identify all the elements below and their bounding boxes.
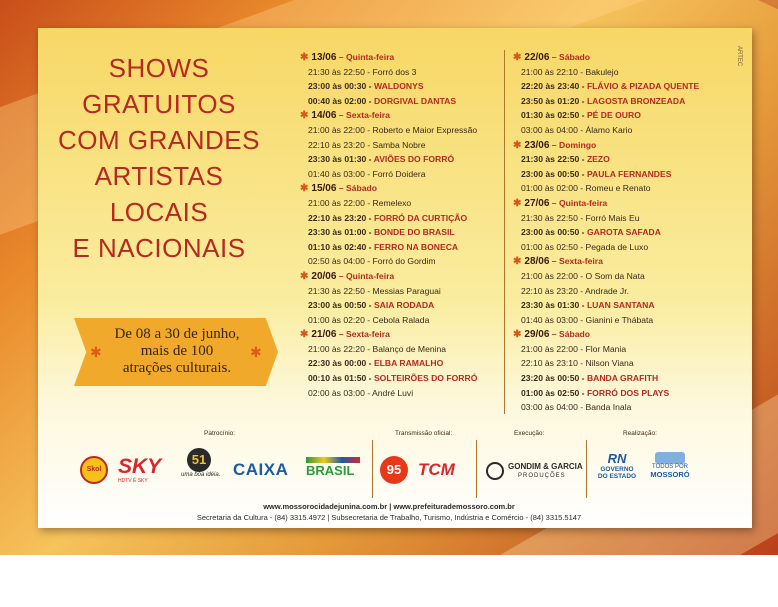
day-header — [300, 108, 500, 123]
tv95-logo — [380, 456, 408, 484]
show-row — [513, 152, 723, 167]
day-date: 20/06 — [311, 270, 337, 282]
day-date: 13/06 — [311, 52, 337, 63]
gondim-icon — [486, 462, 504, 480]
day-weekday: Domingo — [558, 139, 597, 150]
show-time: 01:10 às 02:40 — [308, 241, 367, 252]
51-logo — [181, 448, 229, 488]
show-time: 21:00 às 22:00 — [308, 197, 365, 208]
show-artist: PÉ DE OURO — [586, 110, 641, 121]
show-artist: ELBA RAMALHO — [373, 358, 444, 369]
mossoro-icon — [655, 452, 685, 464]
show-separator: - — [579, 95, 587, 106]
show-artist: BONDE DO BRASIL — [373, 227, 455, 238]
show-time: 00:40 às 02:00 — [308, 95, 367, 106]
show-time: 01:40 às 03:00 — [308, 168, 365, 179]
51-badge — [187, 448, 211, 472]
show-artist: Samba Nobre — [372, 139, 426, 150]
headline-line: ARTISTAS — [94, 161, 224, 191]
show-row — [300, 65, 500, 80]
show-row — [300, 313, 500, 328]
show-time: 01:40 às 03:00 — [521, 314, 578, 325]
show-row — [513, 342, 723, 357]
show-artist: SAIA RODADA — [373, 300, 435, 311]
day-date: 28/06 — [524, 256, 550, 268]
headline-line: GRATUITOS — [82, 89, 236, 119]
show-separator: - — [364, 387, 373, 398]
show-artist: FERRO NA BONECA — [373, 241, 459, 252]
show-separator: - — [366, 241, 374, 252]
day-header — [300, 181, 500, 196]
asterisk-icon: ✱ — [90, 344, 102, 360]
rn-text: RN — [607, 451, 627, 466]
day-header — [513, 50, 723, 65]
show-separator: - — [577, 183, 586, 194]
day-date: 22/06 — [524, 52, 550, 63]
footer-contacts: Secretaria da Cultura - (84) 3315.4972 | Subsecretaria de Trabalho, Turismo, Indústria e Comércio - (84) 3315.5147 — [196, 513, 582, 522]
label-realizacao: Realização: — [623, 430, 657, 437]
show-separator: - — [577, 285, 586, 296]
day-separator: – — [549, 329, 559, 340]
show-artist: Roberto e Maior Expressão — [372, 124, 478, 135]
show-artist: Banda Inala — [585, 402, 632, 413]
side-mark: ARTEC — [736, 46, 742, 67]
show-row — [300, 298, 500, 313]
show-artist: FLÁVIO & PIZADA QUENTE — [586, 81, 700, 92]
show-row — [513, 356, 723, 371]
show-separator: - — [577, 402, 586, 413]
show-artist: Messias Paraguai — [372, 285, 441, 296]
show-artist: Álamo Kario — [585, 124, 633, 135]
show-separator: - — [579, 387, 587, 398]
show-row — [513, 400, 723, 415]
show-row — [513, 284, 723, 299]
show-time: 03:00 às 04:00 — [521, 402, 578, 413]
day-weekday: Sexta-feira — [558, 256, 603, 267]
show-artist: Forró dos 3 — [372, 66, 417, 77]
show-time: 01:00 às 02:50 — [521, 387, 580, 398]
day-separator: – — [549, 197, 559, 208]
show-row — [300, 79, 500, 94]
show-row — [513, 313, 723, 328]
governo-rn-logo — [597, 452, 637, 490]
show-artist: DORGIVAL DANTAS — [373, 95, 457, 106]
badge-line: mais de 100 — [140, 343, 214, 359]
show-row — [300, 138, 500, 153]
badge-line: atrações culturais. — [122, 360, 232, 376]
day-separator: – — [549, 139, 559, 150]
day-weekday: Sexta-feira — [345, 329, 390, 340]
badge-text — [92, 326, 262, 377]
show-separator: - — [579, 110, 587, 121]
gondim-text: GONDIM & GARCIA — [508, 462, 583, 471]
show-artist: GAROTA SAFADA — [586, 227, 661, 238]
show-artist: PAULA FERNANDES — [586, 168, 672, 179]
sponsor-divider — [372, 440, 373, 498]
show-time: 21:00 às 22:00 — [308, 124, 365, 135]
schedule-left — [300, 50, 500, 400]
day-separator: – — [549, 256, 559, 267]
show-artist: Balanço de Menina — [372, 343, 447, 354]
gondim-subtext: PRODUÇÕES — [518, 473, 566, 479]
show-artist: ZEZO — [586, 154, 610, 165]
show-row — [300, 225, 500, 240]
day-date: 15/06 — [311, 183, 337, 195]
show-time: 23:00 às 00:30 — [308, 81, 367, 92]
show-time: 00:10 às 01:50 — [308, 373, 367, 384]
show-time: 21:00 às 22:20 — [308, 343, 365, 354]
show-artist: O Som da Nata — [585, 270, 645, 281]
day-weekday: Sexta-feira — [345, 110, 390, 121]
show-time: 23:00 às 00:50 — [521, 168, 580, 179]
show-separator: - — [366, 81, 374, 92]
day-header — [513, 196, 723, 211]
show-separator: - — [366, 373, 374, 384]
show-row — [300, 211, 500, 226]
sky-subtext: HDTV É SKY — [118, 478, 148, 484]
asterisk-icon: ✱ — [300, 183, 309, 195]
show-separator: - — [364, 124, 373, 135]
51-text: 51 — [191, 452, 207, 467]
do-estado-text: DO ESTADO — [597, 473, 637, 480]
show-time: 01:00 às 02:00 — [521, 183, 578, 194]
todos-por-text: TODOS POR — [652, 464, 688, 470]
show-row — [513, 269, 723, 284]
show-row — [513, 240, 723, 255]
show-row — [513, 225, 723, 240]
show-time: 23:00 às 00:50 — [308, 300, 367, 311]
todos-por-mossoro-logo — [648, 452, 692, 490]
day-header — [300, 269, 500, 284]
show-time: 21:00 às 22:10 — [521, 66, 578, 77]
show-time: 01:00 às 02:50 — [521, 241, 578, 252]
day-header — [513, 327, 723, 342]
show-separator: - — [577, 66, 586, 77]
show-time: 23:30 às 01:00 — [308, 227, 367, 238]
sky-logo — [118, 456, 174, 486]
show-time: 21:30 às 22:50 — [521, 154, 580, 165]
sponsor-divider — [586, 440, 587, 498]
day-header — [300, 327, 500, 342]
show-separator: - — [579, 168, 587, 179]
show-row — [513, 94, 723, 109]
show-separator: - — [364, 197, 373, 208]
show-time: 22:10 às 23:20 — [308, 212, 367, 223]
asterisk-icon: ✱ — [513, 329, 522, 341]
show-row — [300, 356, 500, 371]
day-separator: – — [336, 183, 346, 194]
show-separator: - — [579, 154, 587, 165]
show-time: 02:50 às 04:00 — [308, 256, 365, 267]
day-separator: – — [336, 52, 346, 62]
show-row — [513, 371, 723, 386]
show-artist: Nilson Viana — [585, 358, 634, 369]
mossoro-text: MOSSORÓ — [650, 470, 690, 479]
show-row — [300, 240, 500, 255]
show-artist: Cebola Ralada — [372, 314, 430, 325]
asterisk-icon: ✱ — [513, 52, 522, 63]
show-row — [300, 196, 500, 211]
show-artist: AVIÕES DO FORRÓ — [373, 154, 455, 165]
show-separator: - — [579, 227, 587, 238]
show-time: 23:00 às 00:50 — [521, 227, 580, 238]
show-artist: Forró do Gordim — [372, 256, 436, 267]
brasil-text: BRASIL — [306, 463, 355, 478]
show-artist: Romeu e Renato — [585, 183, 651, 194]
day-separator: – — [336, 329, 346, 340]
show-row — [513, 181, 723, 196]
skol-text: Skol — [86, 466, 102, 473]
skol-logo — [80, 456, 108, 484]
gondim-garcia-logo — [486, 462, 582, 484]
show-artist: Gianini e Thábata — [585, 314, 654, 325]
day-separator: – — [336, 270, 346, 281]
show-time: 21:30 às 22:50 — [521, 212, 578, 223]
day-date: 27/06 — [524, 197, 550, 209]
governo-text: GOVERNO — [600, 466, 634, 473]
day-header — [300, 50, 500, 65]
show-artist: Pegada de Luxo — [585, 241, 649, 252]
show-artist: FORRÓ DA CURTIÇÃO — [373, 212, 468, 223]
show-time: 01:00 às 02:20 — [308, 314, 365, 325]
show-artist: Andrade Jr. — [585, 285, 629, 296]
show-separator: - — [577, 212, 586, 223]
show-separator: - — [364, 285, 373, 296]
day-header — [513, 254, 723, 269]
show-separator: - — [364, 343, 373, 354]
show-artist: LUAN SANTANA — [586, 300, 655, 311]
day-weekday: Quinta-feira — [345, 270, 395, 281]
day-date: 14/06 — [311, 110, 337, 122]
show-row — [513, 167, 723, 182]
label-patrocinio: Patrocínio: — [204, 430, 236, 437]
headline-line: COM GRANDES — [58, 125, 260, 155]
column-divider — [504, 50, 505, 414]
show-artist: FORRÓ DOS PLAYS — [586, 387, 670, 398]
show-row — [513, 108, 723, 123]
show-artist: André Luvi — [372, 387, 414, 398]
label-transmissao: Transmissão oficial: — [395, 430, 453, 437]
day-separator: – — [549, 52, 559, 62]
show-row — [300, 152, 500, 167]
caixa-logo: CAIXA — [233, 460, 289, 479]
show-separator: - — [579, 81, 587, 92]
show-separator: - — [579, 373, 587, 384]
headline — [40, 50, 278, 266]
show-artist: Bakulejo — [585, 66, 619, 77]
show-separator: - — [364, 66, 373, 77]
show-separator: - — [366, 95, 374, 106]
day-weekday: Quinta-feira — [558, 197, 608, 208]
show-artist: Remelexo — [372, 197, 412, 208]
asterisk-icon: ✱ — [513, 197, 522, 209]
show-time: 23:30 às 01:30 — [308, 154, 367, 165]
footer-websites: www.mossorocidadejunina.com.br | www.prefeiturademossoro.com.br — [263, 502, 515, 511]
show-time: 01:30 às 02:50 — [521, 110, 580, 121]
show-row — [300, 386, 500, 401]
day-date: 23/06 — [524, 139, 550, 151]
show-artist: BANDA GRAFITH — [586, 373, 659, 384]
show-artist: LAGOSTA BRONZEADA — [586, 95, 686, 106]
show-row — [300, 167, 500, 182]
show-separator: - — [577, 358, 586, 369]
asterisk-icon: ✱ — [300, 270, 309, 282]
asterisk-icon: ✱ — [513, 139, 522, 151]
asterisk-icon: ✱ — [513, 256, 522, 268]
show-time: 23:20 às 00:50 — [521, 373, 580, 384]
label-execucao: Execução: — [514, 430, 545, 437]
show-time: 22:10 às 23:20 — [521, 285, 578, 296]
show-separator: - — [364, 314, 373, 325]
asterisk-icon: ✱ — [300, 52, 309, 63]
show-row — [300, 123, 500, 138]
show-row — [513, 386, 723, 401]
show-time: 22:10 às 23:20 — [308, 139, 365, 150]
show-separator: - — [366, 358, 374, 369]
show-time: 23:30 às 01:30 — [521, 300, 580, 311]
asterisk-icon: ✱ — [300, 110, 309, 122]
day-weekday: Sábado — [345, 183, 378, 194]
show-time: 03:00 às 04:00 — [521, 124, 578, 135]
asterisk-icon: ✱ — [250, 344, 262, 360]
show-separator: - — [366, 227, 374, 238]
day-weekday: Sábado — [558, 52, 591, 62]
day-header — [513, 138, 723, 153]
show-time: 21:00 às 22:00 — [521, 270, 578, 281]
show-row — [513, 65, 723, 80]
show-row — [300, 371, 500, 386]
show-artist: Forró Doidera — [372, 168, 426, 179]
show-artist: WALDONYS — [373, 81, 424, 92]
show-separator: - — [577, 241, 586, 252]
headline-line: SHOWS — [108, 53, 210, 83]
show-time: 22:30 às 00:00 — [308, 358, 367, 369]
sponsor-divider — [476, 440, 477, 498]
day-date: 21/06 — [311, 329, 337, 341]
show-time: 21:30 às 22:50 — [308, 66, 365, 77]
show-separator: - — [577, 314, 586, 325]
headline-line: LOCAIS — [109, 197, 209, 227]
show-time: 22:10 às 23:10 — [521, 358, 578, 369]
show-row — [513, 298, 723, 313]
show-row — [300, 284, 500, 299]
sky-text: SKY — [118, 455, 162, 478]
brasil-logo — [306, 457, 360, 483]
date-badge — [74, 318, 278, 386]
show-time: 21:00 às 22:00 — [521, 343, 578, 354]
schedule-right — [513, 50, 723, 415]
51-slogan: uma boa idéia. — [181, 472, 221, 478]
day-weekday: Quinta-feira — [345, 52, 395, 62]
show-artist: Forró Mais Eu — [585, 212, 640, 223]
show-time: 23:50 às 01:20 — [521, 95, 580, 106]
day-separator: – — [336, 110, 346, 121]
show-separator: - — [364, 168, 373, 179]
show-separator: - — [577, 343, 586, 354]
show-separator: - — [577, 270, 586, 281]
show-row — [513, 211, 723, 226]
show-time: 22:20 às 23:40 — [521, 81, 580, 92]
tv95-text: 95 — [386, 462, 402, 477]
show-row — [513, 79, 723, 94]
show-time: 21:30 às 22:50 — [308, 285, 365, 296]
show-separator: - — [366, 154, 374, 165]
show-artist: SOLTEIRÕES DO FORRÓ — [373, 373, 478, 384]
show-artist: Flor Mania — [585, 343, 627, 354]
show-row — [513, 123, 723, 138]
tcm-logo: TCM — [418, 460, 455, 479]
show-separator: - — [577, 124, 586, 135]
show-separator: - — [366, 300, 374, 311]
show-separator: - — [366, 212, 374, 223]
show-row — [300, 94, 500, 109]
show-row — [300, 254, 500, 269]
show-separator: - — [364, 139, 373, 150]
show-separator: - — [579, 300, 587, 311]
show-row — [300, 342, 500, 357]
headline-line: E NACIONAIS — [72, 233, 246, 263]
day-date: 29/06 — [524, 329, 550, 341]
show-separator: - — [364, 256, 373, 267]
show-time: 02:00 às 03:00 — [308, 387, 365, 398]
badge-line: De 08 a 30 de junho, — [114, 326, 240, 342]
day-weekday: Sábado — [558, 329, 591, 340]
asterisk-icon: ✱ — [300, 329, 309, 341]
